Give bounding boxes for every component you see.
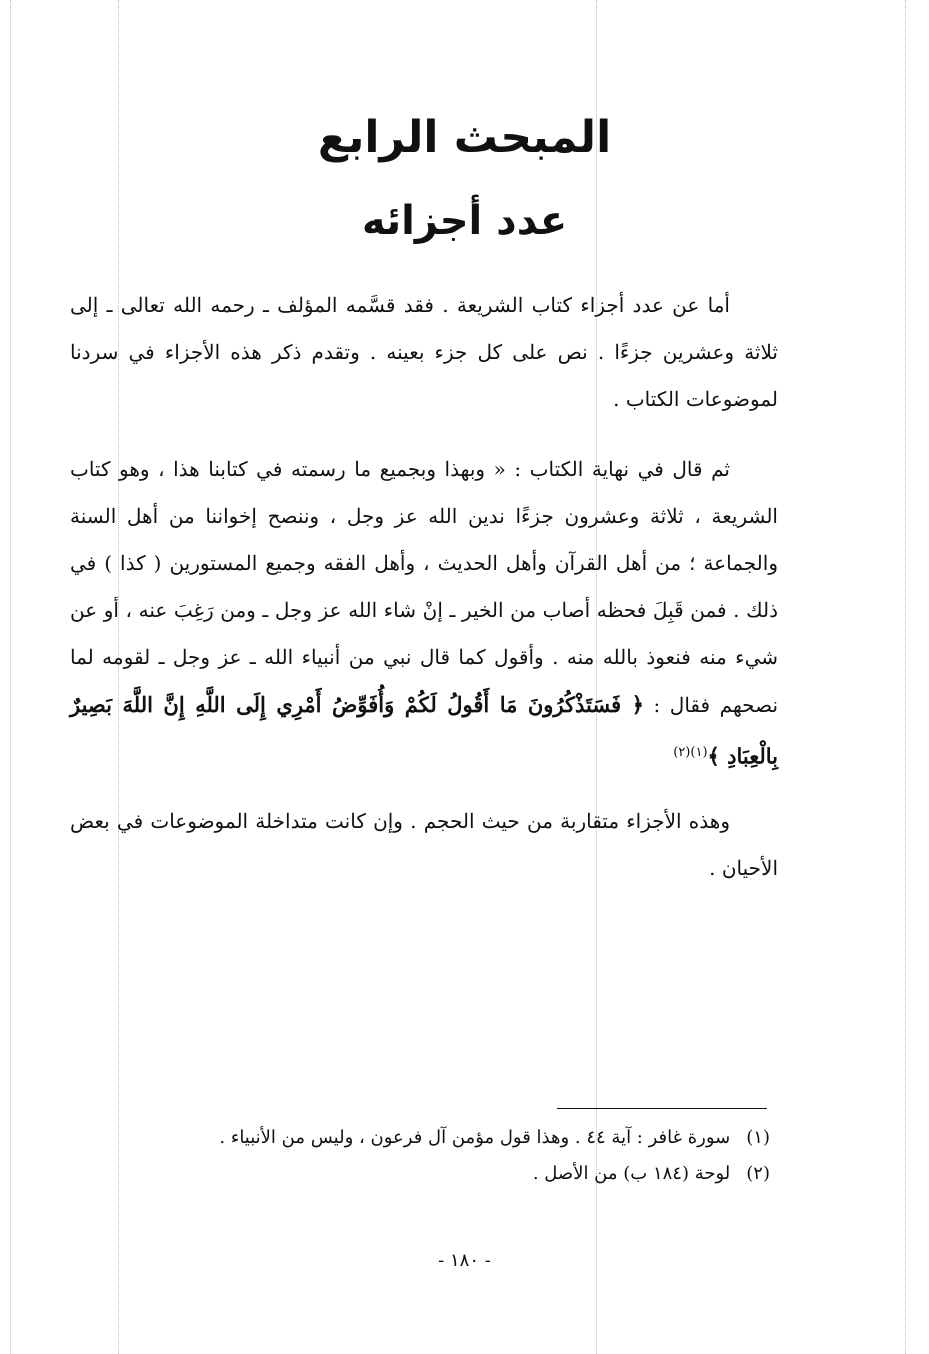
paragraph-3-text: وهذه الأجزاء متقاربة من حيث الحجم . وإن كانت متداخلة الموضوعات في بعض الأحيان . — [70, 809, 778, 880]
paragraph-1 — [70, 282, 778, 423]
quran-verse: ﴿ فَسَتَذْكُرُونَ مَا أَقُولُ لَكُمْ وَأُفَوِّضُ أَمْرِي إِلَى اللَّهِ إِنَّ اللَّهَ بَصِيرٌ بِالْعِبَادِ ﴾ — [70, 692, 778, 769]
footnote-refs: (١)(٢) — [673, 745, 708, 760]
paragraph-3 — [70, 798, 778, 892]
footnote-number: (٢) — [746, 1163, 770, 1184]
footnotes — [100, 1120, 770, 1192]
chapter-subtitle: عدد أجزائه — [361, 198, 568, 244]
chapter-title: المبحث الرابع — [317, 112, 612, 163]
footnote-separator — [557, 1108, 767, 1109]
paragraph-2 — [70, 446, 778, 781]
page-number: - ١٨٠ - — [438, 1250, 491, 1271]
footnote-number: (١) — [746, 1127, 770, 1148]
footnote-item — [100, 1156, 770, 1192]
footnote-item — [100, 1120, 770, 1156]
footnote-text: سورة غافر : آية ٤٤ . وهذا قول مؤمن آل فرعون ، وليس من الأنبياء . — [219, 1127, 731, 1148]
paragraph-1-text: أما عن عدد أجزاء كتاب الشريعة . فقد قسَّمه المؤلف ـ رحمه الله تعالى ـ إلى ثلاثة وعشرين جزءًا . نص على كل جزء بعينه . وتقدم ذكر هذه الأجزاء في سردنا لموضوعات الكتاب . — [70, 293, 778, 411]
footnote-text: لوحة (١٨٤ ب) من الأصل . — [532, 1163, 731, 1184]
paragraph-2-text: ثم قال في نهاية الكتاب : « وبهذا وبجميع ما رسمته في كتابنا هذا ، وهو كتاب الشريعة ، ثلاثة وعشرون جزءًا ندين الله عز وجل ، وننصح إخواننا من أهل السنة والجماعة ؛ من أهل القرآن وأهل الحديث ، وأهل الفقه وجميع المستورين ( كذا ) في ذلك . فمن قَبِلَ فحظه أصاب من الخير ـ إنْ شاء الله عز وجل ـ ومن رَغِبَ عنه ، أو عن شيء منه فنعوذ بالله منه . وأقول كما قال نبي من أنبياء الله ـ عز وجل ـ لقومه لما نصحهم فقال : — [70, 457, 779, 717]
